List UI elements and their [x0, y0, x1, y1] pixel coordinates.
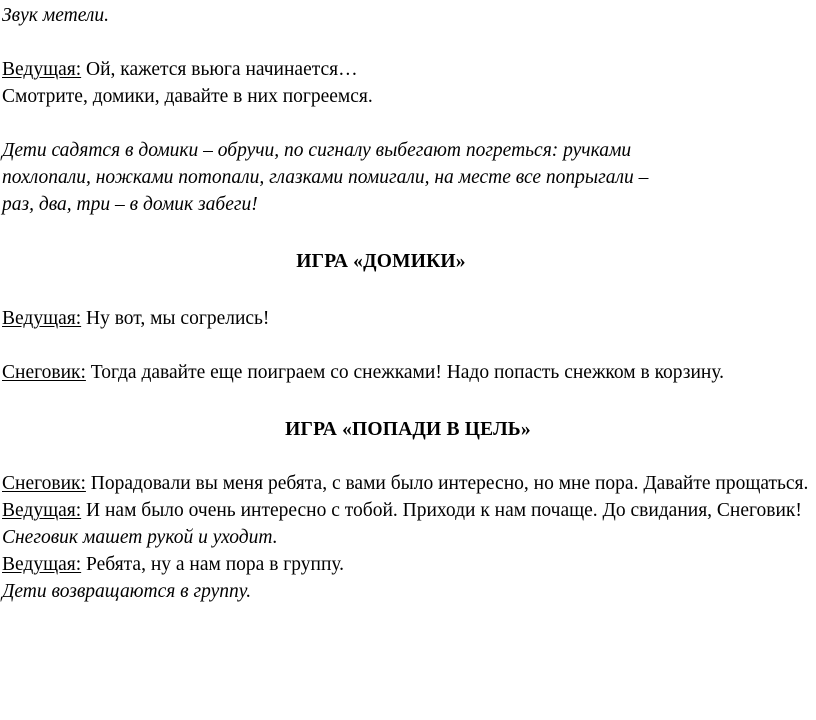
- dialogue-text: И нам было очень интересно с тобой. Приходи к нам почаще. До свидания, Снеговик!: [81, 500, 802, 521]
- speaker-label-host: Ведущая:: [2, 554, 82, 575]
- stage-direction-line: похлопали, ножками потопали, глазками помигали, на месте все попрыгали –: [2, 167, 649, 188]
- spacer: [2, 443, 814, 470]
- document-body: [2, 2, 814, 605]
- spacer: [2, 275, 814, 305]
- spacer: [2, 29, 814, 56]
- speaker-label-host: Ведущая:: [2, 500, 82, 521]
- dialogue-text: Тогда давайте еще поиграем со снежками! Надо попасть снежком в корзину.: [85, 362, 725, 383]
- dialogue-text: Порадовали вы меня ребята, с вами было интересно, но мне пора. Давайте прощаться.: [85, 473, 809, 494]
- dialogue-line-host-blizzard: [2, 56, 814, 110]
- speaker-label-host: Ведущая:: [2, 308, 82, 329]
- dialogue-line-host-goodbye: [2, 497, 814, 524]
- stage-direction-houses-game-rules: [2, 137, 814, 218]
- dialogue-text: Ой, кажется вьюга начинается… Смотрите, домики, давайте в них погреемся.: [2, 59, 373, 107]
- stage-direction-line: Дети садятся в домики – обручи, по сигналу выбегают погреться: ручками: [2, 140, 632, 161]
- dialogue-line-host-warmed-up: [2, 305, 814, 332]
- speaker-label-snowman: Снеговик:: [2, 362, 86, 383]
- dialogue-text: Ну вот, мы согрелись!: [81, 308, 270, 329]
- speaker-label-snowman: Снеговик:: [2, 473, 86, 494]
- stage-direction-line: раз, два, три – в домик забеги!: [2, 194, 258, 215]
- stage-direction-snowman-leaves: Снеговик машет рукой и уходит.: [2, 527, 278, 548]
- spacer: [2, 218, 814, 248]
- spacer: [2, 332, 814, 359]
- stage-direction-blizzard-sound: Звук метели.: [2, 5, 109, 26]
- dialogue-line-snowman-snowballs: [2, 359, 814, 386]
- dialogue-line-snowman-farewell: [2, 470, 814, 497]
- spacer: [2, 386, 814, 416]
- spacer: [2, 110, 814, 137]
- game-heading-domiki: ИГРА «ДОМИКИ»: [296, 251, 466, 272]
- speaker-label-host: Ведущая:: [2, 59, 82, 80]
- game-heading-popadi-v-cel: ИГРА «ПОПАДИ В ЦЕЛЬ»: [285, 419, 531, 440]
- dialogue-line-host-back-to-group: [2, 551, 814, 578]
- dialogue-text: Ребята, ну а нам пора в группу.: [81, 554, 345, 575]
- stage-direction-children-return: Дети возвращаются в группу.: [2, 581, 252, 602]
